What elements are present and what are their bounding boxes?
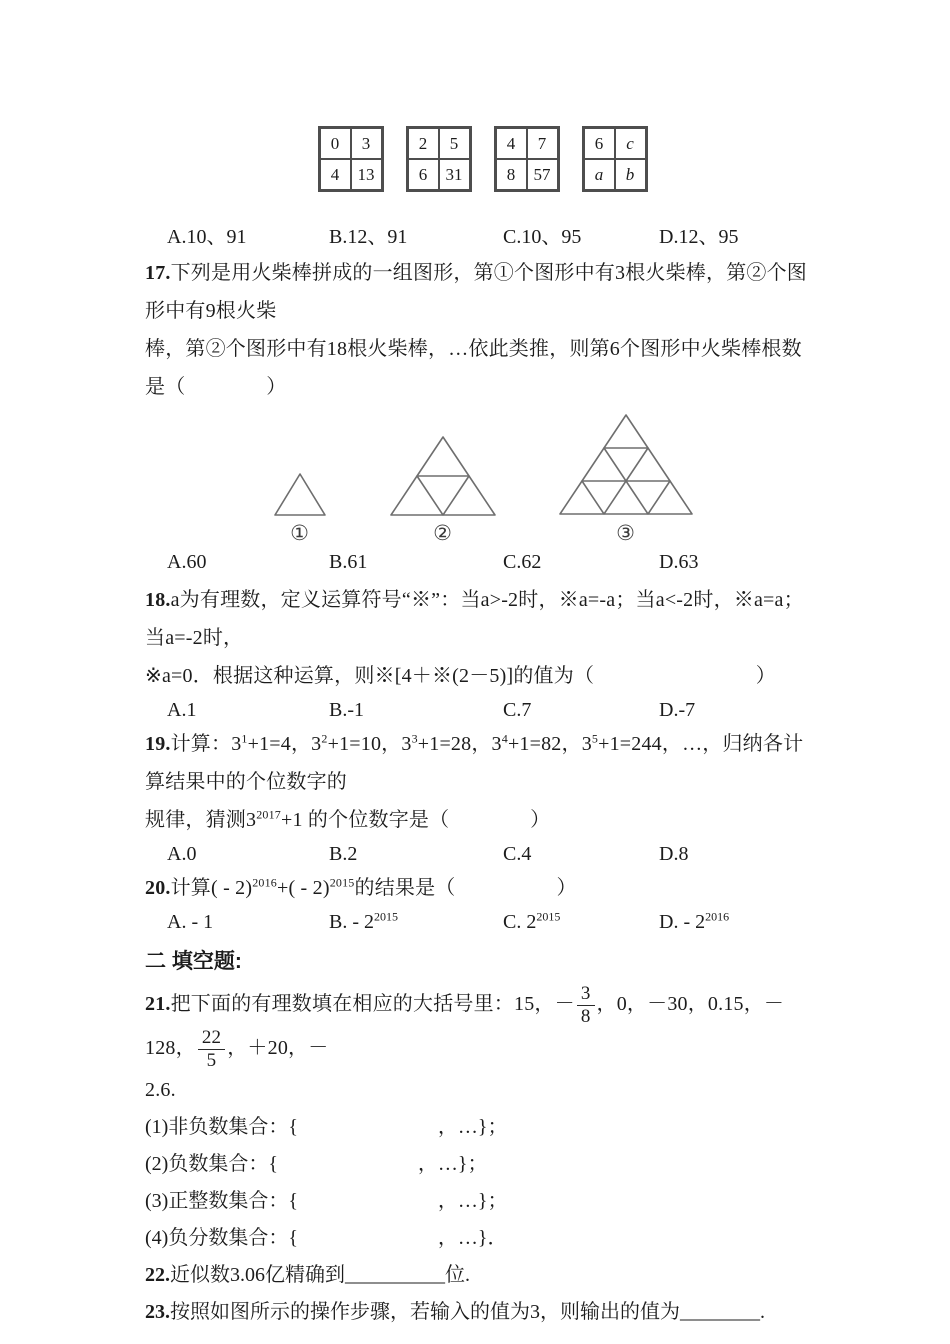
grid-cell: 0 xyxy=(320,128,351,159)
grid-cell: 57 xyxy=(527,159,558,190)
q16-option-d: D.12、95 xyxy=(659,226,739,248)
q23-text-line: 23.按照如图所示的操作步骤，若输入的值为3，则输出的值为________. xyxy=(145,1300,765,1323)
grid-cell: 4 xyxy=(320,159,351,190)
q20-option-d: D. - $2^{2016}$ xyxy=(659,909,730,933)
q20-option-a: A. - 1 xyxy=(167,911,214,933)
triangle-order3-image xyxy=(555,412,697,518)
q19-option-a: A.0 xyxy=(167,843,197,865)
figure-1-label: ① xyxy=(290,521,309,545)
triangle-order2-image xyxy=(387,434,499,518)
grid-cell-variable-b: b xyxy=(615,159,646,190)
q18-option-c: C.7 xyxy=(503,699,532,721)
q21-set-negative: (2)负数集合：{ ，…}； xyxy=(145,1152,488,1175)
q21-set-negative-fraction: (4)负分数集合：{ ，…}． xyxy=(145,1226,508,1249)
q17-option-b: B.61 xyxy=(329,551,368,573)
grid-cell: 6 xyxy=(584,128,615,159)
figure-2-label: ② xyxy=(433,521,452,545)
grid-cell-variable-c: c xyxy=(615,128,646,159)
q17-text-line1: 17.下列是用火柴棒拼成的一组图形，第①个图形中有3根火柴棒，第②个图形中有9根火柴 xyxy=(145,262,808,322)
q17-options-row xyxy=(145,547,820,577)
grid-cell: 8 xyxy=(496,159,527,190)
stacked-fraction: $\frac{22}{5}$ xyxy=(198,1028,225,1071)
grid-cell: 7 xyxy=(527,128,558,159)
grid-cell: 5 xyxy=(439,128,470,159)
q18-option-b: B.-1 xyxy=(329,699,364,721)
matchstick-triangles-figure xyxy=(145,412,820,545)
grid-cell: 4 xyxy=(496,128,527,159)
triangle-order1-image xyxy=(269,470,331,518)
q21-set-positive-integer: (3)正整数集合：{ ，…}； xyxy=(145,1189,508,1212)
q19-text-line2: 规律，猜测$3^{2017}+1$ 的个位数字是（ ） xyxy=(145,807,551,831)
grid-cell-variable-a: a xyxy=(584,159,615,190)
matchstick-figure-3 xyxy=(555,412,697,545)
q19-text-line1: 19.计算：$3^1+1=4$，$3^2+1=10$，$3^3+1=28$，$3^4+1=82$，$3^5+1=244$，…，归纳各计算结果中的个位数字的 xyxy=(145,731,804,793)
q16-option-b: B.12、91 xyxy=(329,226,408,248)
q19-options-row xyxy=(145,839,820,869)
q19-option-b: B.2 xyxy=(329,843,358,865)
q20-option-c: C. $2^{2015}$ xyxy=(503,909,561,933)
q21-set-nonnegative: (1)非负数集合：{ ，…}； xyxy=(145,1115,508,1138)
q19-option-d: D.8 xyxy=(659,843,689,865)
q18-text-line1: 18.a为有理数，定义运算符号“※”：当a>-2时，※a=-a；当a<-2时，※a=a；当a=-2时， xyxy=(145,589,804,649)
figure-3-label: ③ xyxy=(616,521,635,545)
q18-options-row xyxy=(145,695,820,725)
number-grid-2 xyxy=(406,126,472,192)
grid-cell: 31 xyxy=(439,159,470,190)
q22-text-line: 22.近似数3.06亿精确到__________位. xyxy=(145,1263,470,1286)
number-grid-4 xyxy=(582,126,648,192)
stacked-fraction: $\frac{3}{8}$ xyxy=(577,984,595,1027)
grid-cell: 3 xyxy=(351,128,382,159)
number-grid-1 xyxy=(318,126,384,192)
matchstick-figure-1 xyxy=(269,470,331,545)
q18-option-a: A.1 xyxy=(167,699,197,721)
q17-text-line2: 棒，第②个图形中有18根火柴棒，…依此类推，则第6个图形中火柴棒根数是（ ） xyxy=(145,338,802,398)
q18-option-d: D.-7 xyxy=(659,699,696,721)
matchstick-figure-2 xyxy=(387,434,499,545)
q16-option-c: C.10、95 xyxy=(503,226,582,248)
section-2-heading: 二 填空题: xyxy=(145,950,242,973)
q21-text-line2: 2.6. xyxy=(145,1078,176,1101)
grid-cell: 6 xyxy=(408,159,439,190)
q18-text-line2: ※a=0．根据这种运算，则※[4＋※(2－5)]的值为（ ） xyxy=(145,665,776,687)
number-grids-figure xyxy=(145,126,820,192)
q17-option-d: D.63 xyxy=(659,551,699,573)
grid-cell: 2 xyxy=(408,128,439,159)
q17-option-a: A.60 xyxy=(167,551,207,573)
grid-cell: 13 xyxy=(351,159,382,190)
q19-option-c: C.4 xyxy=(503,843,532,865)
q16-option-a: A.10、91 xyxy=(167,226,247,248)
number-grid-3 xyxy=(494,126,560,192)
q16-options-row xyxy=(145,222,820,252)
q21-text-line1: 21.把下面的有理数填在相应的大括号里：15，－ $\frac{3}{8}$ ，0，－30，0.15，－128， $\frac{22}{5}$ ，＋20，－ xyxy=(145,982,785,1071)
q20-options-row xyxy=(145,907,820,937)
q20-option-b: B. - $2^{2015}$ xyxy=(329,909,398,933)
q20-text-line: 20.计算( - 2)$^{2016}$+( - 2)$^{2015}$的结果是（ ） xyxy=(145,875,577,899)
q17-option-c: C.62 xyxy=(503,551,542,573)
